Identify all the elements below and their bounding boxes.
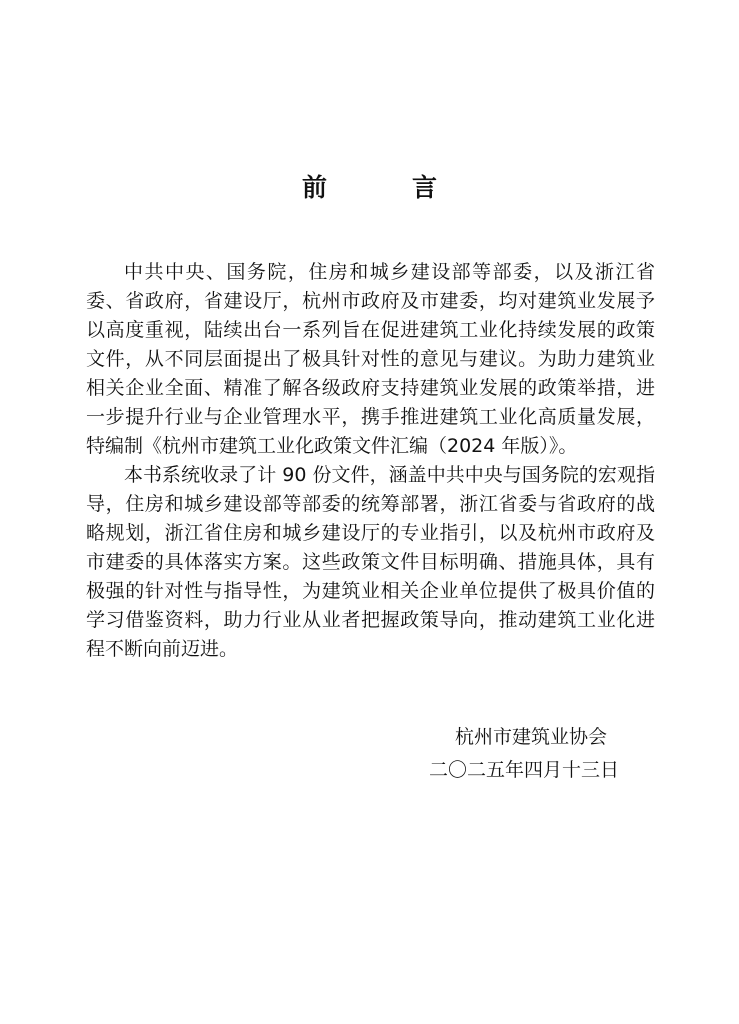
signature-block (429, 721, 619, 787)
paragraph-1: 中共中央、国务院，住房和城乡建设部等部委，以及浙江省委、省政府，省建设厅，杭州市政府及市建委，均对建筑业发展予以高度重视，陆续出台一系列旨在促进建筑工业化持续发展的政策文件，从不同层面提出了极具针对性的意见与建议。为助力建筑业相关企业全面、精准了解各级政府支持建筑业发展的政策举措，进一步提升行业与企业管理水平，携手推进建筑工业化高质量发展，特编制《杭州市建筑工业化政策文件汇编（2024 年版）》。 (86, 261, 655, 457)
page-title: 前 言 (301, 173, 467, 202)
signature-organization: 杭州市建筑业协会 (454, 726, 607, 748)
preface-body (86, 258, 655, 664)
paragraph-2: 本书系统收录了计 90 份文件，涵盖中共中央与国务院的宏观指导，住房和城乡建设部等部委的统筹部署，浙江省委与省政府的战略规划，浙江省住房和城乡建设厅的专业指引，以及杭州市政府及市建委的具体落实方案。这些政策文件目标明确、措施具体，具有极强的针对性与指导性，为建筑业相关企业单位提供了极具价值的学习借鉴资料，助力行业从业者把握政策导向，推动建筑工业化进程不断向前迈进。 (86, 464, 655, 660)
signature-date: 二〇二五年四月十三日 (428, 759, 619, 781)
